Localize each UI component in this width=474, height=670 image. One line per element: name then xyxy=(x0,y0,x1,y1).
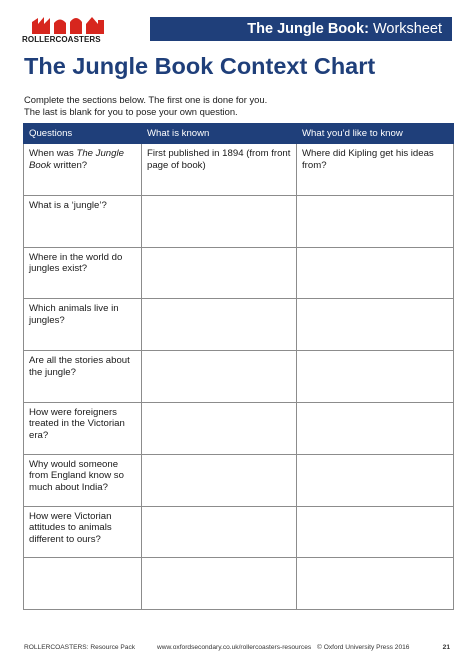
like-to-know-cell[interactable] xyxy=(297,558,454,610)
known-cell[interactable] xyxy=(142,247,297,299)
column-header-like-to-know: What you’d like to know xyxy=(297,124,454,144)
question-text-end: written? xyxy=(50,159,88,171)
known-cell[interactable] xyxy=(142,506,297,558)
table-row xyxy=(24,247,454,299)
rollercoaster-logo-icon xyxy=(32,14,108,34)
header-band-title: The Jungle Book: xyxy=(247,21,369,37)
known-cell[interactable] xyxy=(142,351,297,403)
like-to-know-cell[interactable] xyxy=(297,506,454,558)
question-cell: Why would someone from England know so much about India? xyxy=(24,454,142,506)
like-to-know-cell[interactable] xyxy=(297,402,454,454)
table-row xyxy=(24,402,454,454)
column-header-questions: Questions xyxy=(24,124,142,144)
question-cell: How were foreigners treated in the Victorian era? xyxy=(24,402,142,454)
table-row xyxy=(24,195,454,247)
question-cell: Where in the world do jungles exist? xyxy=(24,247,142,299)
table-row xyxy=(24,454,454,506)
instructions-line-1: Complete the sections below. The first one is done for you. xyxy=(24,94,268,105)
context-chart-table xyxy=(23,123,454,610)
known-cell[interactable] xyxy=(142,558,297,610)
question-text: When was xyxy=(29,148,77,159)
page-number: 21 xyxy=(442,644,450,651)
page-title: The Jungle Book Context Chart xyxy=(24,53,376,79)
question-cell xyxy=(24,144,142,196)
footer-copyright: © Oxford University Press 2016 xyxy=(317,644,410,651)
table-row xyxy=(24,299,454,351)
known-cell[interactable]: First published in 1894 (from front page of book) xyxy=(142,144,297,196)
like-to-know-cell[interactable] xyxy=(297,299,454,351)
known-cell[interactable] xyxy=(142,195,297,247)
question-cell: How were Victorian attitudes to animals different to ours? xyxy=(24,506,142,558)
table-row xyxy=(24,506,454,558)
question-cell: Which animals live in jungles? xyxy=(24,299,142,351)
own-question-cell[interactable] xyxy=(24,558,142,610)
known-cell[interactable] xyxy=(142,299,297,351)
table-row xyxy=(24,351,454,403)
footer-url-link[interactable]: www.oxfordsecondary.co.uk/rollercoasters-resources xyxy=(157,644,312,651)
book-title-italic: The Jungle Book xyxy=(29,148,124,171)
instructions xyxy=(24,94,267,117)
question-cell: Are all the stories about the jungle? xyxy=(24,351,142,403)
table-row xyxy=(24,144,454,196)
logo-text: ROLLERCOASTERS xyxy=(22,35,101,44)
worksheet-header-band xyxy=(150,17,452,41)
question-cell: What is a ‘jungle’? xyxy=(24,195,142,247)
like-to-know-cell[interactable] xyxy=(297,454,454,506)
column-header-known: What is known xyxy=(142,124,297,144)
known-cell[interactable] xyxy=(142,402,297,454)
table-row xyxy=(24,558,454,610)
known-cell[interactable] xyxy=(142,454,297,506)
instructions-line-2: The last is blank for you to pose your own question. xyxy=(24,105,238,117)
like-to-know-cell[interactable]: Where did Kipling get his ideas from? xyxy=(297,144,454,196)
like-to-know-cell[interactable] xyxy=(297,351,454,403)
like-to-know-cell[interactable] xyxy=(297,247,454,299)
table-header-row xyxy=(24,124,454,144)
rollercoasters-logo xyxy=(22,14,122,44)
like-to-know-cell[interactable] xyxy=(297,195,454,247)
footer-resource-pack: ROLLERCOASTERS: Resource Pack xyxy=(24,644,136,651)
header-band-subtitle: Worksheet xyxy=(372,21,442,37)
